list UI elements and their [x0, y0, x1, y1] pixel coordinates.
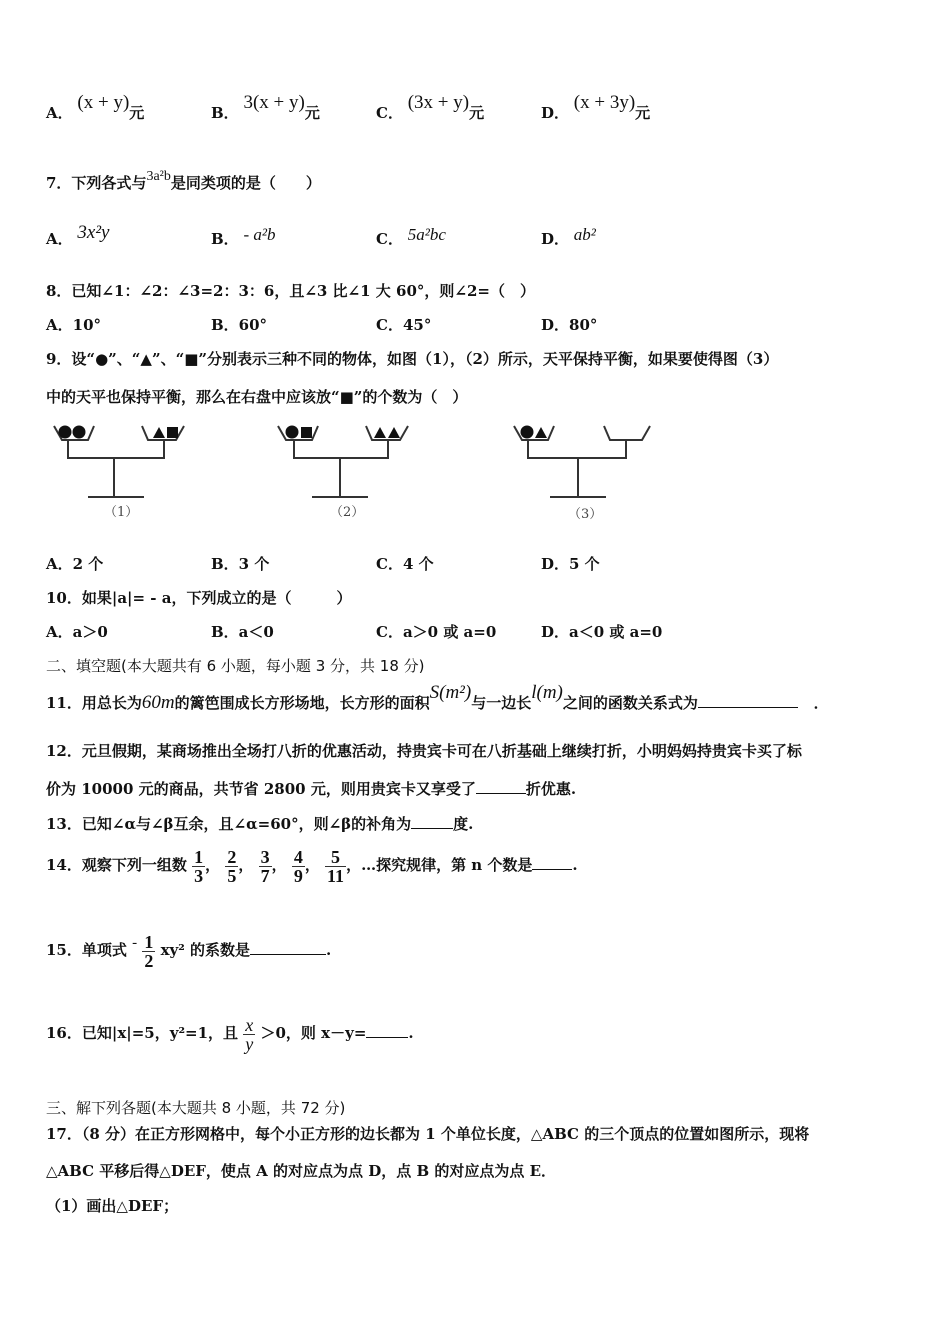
option-expr: 3(x + y): [243, 92, 305, 113]
question-12-line-2: [46, 778, 576, 799]
circle-shape: [73, 426, 86, 439]
question-11: [46, 682, 829, 714]
question-13: [46, 813, 473, 834]
q9-option-d: D．5 个: [541, 555, 600, 573]
question-7-stem: [46, 169, 321, 193]
option-label: A．: [46, 104, 73, 122]
option-unit: 元: [635, 104, 651, 122]
q11-text-1: 11．用总长为: [46, 694, 142, 712]
option-label: C．: [376, 230, 403, 248]
option-expr: (3x + y): [407, 92, 470, 113]
q7-expr: 3a²b: [146, 169, 171, 184]
circle-shape: [59, 426, 72, 439]
figure-2-label: （2）: [330, 505, 365, 520]
circle-shape: [286, 426, 299, 439]
fraction: $\frac{4}{9}$: [293, 846, 303, 886]
q14-text-2: ，…探究规律，第 n 个数是: [346, 856, 533, 874]
fraction: $\frac{5}{11}$: [327, 846, 345, 886]
q11-area: S(m²): [429, 682, 472, 703]
question-9-line-2: 中的天平也保持平衡，那么在右盘中应该放“■”的个数为（ ）: [46, 388, 468, 406]
answer-blank[interactable]: [698, 707, 798, 708]
option-label: C．: [376, 104, 403, 122]
option-expr: (x + y): [77, 92, 130, 113]
triangle-shape: [374, 427, 386, 438]
q13-text-1: 13．已知∠α与∠β互余，且∠α=60°，则∠β的补角为: [46, 815, 412, 833]
q8-option-b: B．60°: [211, 316, 268, 334]
q8-option-d: D．80°: [541, 316, 598, 334]
q8-option-c: C．45°: [376, 316, 432, 334]
option-expr: ab²: [573, 225, 596, 244]
q16-text-2: ＞0，则 x－y=: [260, 1024, 367, 1042]
q6-option-b: [211, 92, 320, 124]
q11-end: ．: [813, 694, 829, 712]
q15-text-3: .: [326, 941, 332, 959]
option-expr: - a²b: [243, 225, 276, 244]
question-9-line-1: 9．设“●”、“▲”、“■”分别表示三种不同的物体，如图（1），（2）所示，天平保持平衡，如果要使得图（3）: [46, 350, 779, 368]
q11-text-4: 之间的函数关系式为: [562, 694, 698, 712]
q16-text-3: .: [408, 1024, 414, 1042]
q13-text-2: 度.: [453, 815, 474, 833]
q9-option-b: B．3 个: [211, 555, 270, 573]
q7-option-c: [376, 225, 446, 249]
question-12-line-1: 12．元旦假期，某商场推出全场打八折的优惠活动，持贵宾卡可在八折基础上继续打折，小明妈妈持贵宾卡买了标: [46, 742, 802, 760]
answer-blank[interactable]: [411, 828, 453, 829]
question-17-line-1: 17．（8 分）在正方形网格中，每个小正方形的边长都为 1 个单位长度，△ABC 的三个顶点的位置如图所示，现将: [46, 1125, 810, 1143]
triangle-shape: [388, 427, 400, 438]
section-2-heading: 二、填空题(本大题共有 6 小题，每小题 3 分，共 18 分): [46, 657, 425, 675]
triangle-shape: [153, 427, 165, 438]
q7-suffix: 是同类项的是（ ）: [170, 174, 321, 192]
q12-text-1: 价为 10000 元的商品，共节省 2800 元，则用贵宾卡又享受了: [46, 780, 476, 798]
q7-option-a: [46, 222, 110, 250]
q16-text-1: 16．已知|x|=5，y²=1，且: [46, 1024, 239, 1042]
answer-blank[interactable]: [366, 1037, 408, 1038]
fraction: $\frac{x}{y}$: [245, 1014, 254, 1054]
option-label: A．: [46, 230, 73, 248]
figure-3-label: （3）: [568, 507, 603, 522]
q14-text-3: .: [572, 856, 578, 874]
option-unit: 元: [304, 104, 320, 122]
option-unit: 元: [469, 104, 485, 122]
question-17-part-1: （1）画出△DEF；: [46, 1197, 179, 1215]
q11-text-2: 的篱笆围成长方形场地，长方形的面积: [174, 694, 430, 712]
q11-side: l(m): [531, 682, 563, 703]
answer-blank[interactable]: [532, 869, 572, 870]
q11-length: 60m: [141, 692, 175, 713]
square-shape: [167, 427, 178, 438]
question-14: 14．观察下列一组数 $\frac{1}{3}$ ， $\frac{2}{5}$ ， $\frac{3}{7}$ ， $\frac{4}{9}$ ， $\frac{5}{11}$ ，…探究规律，第 n 个数是 .: [46, 846, 578, 886]
option-unit: 元: [129, 104, 145, 122]
question-10-stem: 10．如果|a|= - a，下列成立的是（ ）: [46, 589, 352, 607]
question-16: [46, 1013, 414, 1053]
q15-text-1: 15．单项式: [46, 941, 127, 959]
q7-option-d: [541, 225, 596, 249]
q14-text-1: 14．观察下列一组数: [46, 856, 187, 874]
answer-blank[interactable]: [250, 954, 326, 955]
square-shape: [301, 427, 312, 438]
question-8-stem: 8．已知∠1：∠2：∠3=2：3：6，且∠3 比∠1 大 60°，则∠2=（ ）: [46, 282, 535, 300]
figure-1-label: （1）: [104, 505, 139, 520]
option-label: D．: [541, 104, 570, 122]
question-17-line-2: △ABC 平移后得△DEF，使点 A 的对应点为点 D，点 B 的对应点为点 E．: [46, 1162, 557, 1180]
fraction: $\frac{2}{5}$: [227, 846, 237, 886]
section-3-heading: 三、解下列各题(本大题共 8 小题，共 72 分): [46, 1099, 346, 1117]
fraction: $\frac{1}{2}$: [144, 931, 154, 971]
balance-3: [514, 426, 650, 497]
q10-option-c: C．a＞0 或 a=0: [376, 623, 497, 641]
balance-figures: [48, 420, 668, 530]
q9-option-c: C．4 个: [376, 555, 434, 573]
q6-option-c: [376, 92, 485, 124]
option-label: D．: [541, 230, 570, 248]
answer-blank[interactable]: [476, 793, 526, 794]
q15-text-2: xy² 的系数是: [160, 941, 251, 959]
option-expr: 3x²y: [77, 222, 110, 243]
q10-option-b: B．a＜0: [211, 623, 274, 641]
option-expr: 5a²bc: [407, 225, 446, 244]
circle-shape: [521, 426, 534, 439]
q6-option-a: [46, 92, 145, 124]
q10-option-a: A．a＞0: [46, 623, 108, 641]
question-15: [46, 930, 331, 971]
fraction: $\frac{1}{3}$: [194, 846, 204, 886]
q11-text-3: 与一边长: [471, 694, 532, 712]
q12-text-2: 折优惠.: [525, 780, 577, 798]
fraction: $\frac{3}{7}$: [260, 846, 270, 886]
q6-option-d: [541, 92, 651, 124]
balance-1: [54, 426, 184, 497]
option-label: B．: [211, 104, 239, 122]
q8-option-a: A．10°: [46, 316, 102, 334]
q9-option-a: A．2 个: [46, 555, 104, 573]
q10-option-d: D．a＜0 或 a=0: [541, 623, 663, 641]
balance-2: [278, 426, 408, 497]
q7-prefix: 7．下列各式与: [46, 174, 147, 192]
q7-option-b: [211, 225, 276, 249]
option-expr: (x + 3y): [573, 92, 636, 113]
q15-sign: -: [132, 935, 138, 951]
option-label: B．: [211, 230, 239, 248]
triangle-shape: [535, 427, 547, 438]
